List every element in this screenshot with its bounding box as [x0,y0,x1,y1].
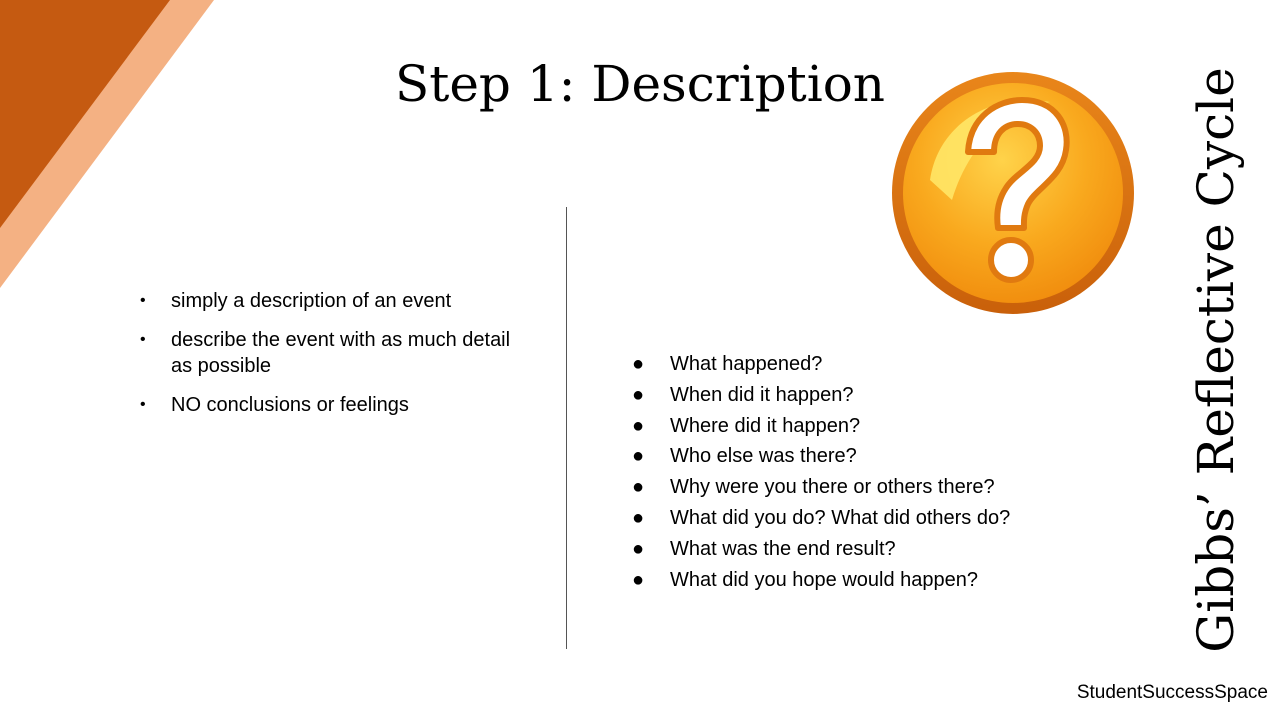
bullet: ● [632,445,645,468]
question-text: When did it happen? [670,383,854,406]
question-text: What did you do? What did others do? [670,506,1011,529]
list-item [632,534,1092,565]
bullet: ● [632,537,645,560]
bullet: ● [632,414,645,437]
question-text: Where did it happen? [670,414,861,437]
list-item [140,392,530,418]
vertical-title: Gibbs’ Reflective Cycle [1187,67,1245,653]
question-text: Why were you there or others there? [670,476,995,499]
list-item [140,327,530,379]
slide-title: Step 1: Description [394,55,885,113]
list-item [632,565,1092,596]
bullet: ● [632,383,645,406]
left-points-list [140,288,530,431]
point-text: simply a description of an event [171,290,452,312]
bullet: ● [632,568,645,591]
corner-triangle-decoration-icon [0,0,220,290]
question-mark-icon [890,70,1136,316]
list-item [632,503,1092,534]
list-item [632,349,1092,380]
list-item [140,288,530,314]
bullet: • [140,396,146,413]
list-item [632,441,1092,472]
bullet: • [140,292,146,309]
bullet: ● [632,506,645,529]
question-text: What happened? [670,353,823,375]
bullet: • [140,331,146,348]
question-text: Who else was there? [670,445,857,468]
questions-list [632,349,1092,595]
column-divider [566,207,567,649]
list-item [632,380,1092,411]
point-text: describe the event with as much detail as possible [171,329,511,377]
question-text: What was the end result? [670,537,896,560]
point-text: NO conclusions or feelings [171,394,409,416]
footer-brand: StudentSuccessSpace [1076,682,1268,703]
list-item [632,411,1092,442]
bullet: ● [632,476,645,499]
list-item [632,472,1092,503]
bullet: ● [632,353,645,375]
question-text: What did you hope would happen? [670,568,979,591]
